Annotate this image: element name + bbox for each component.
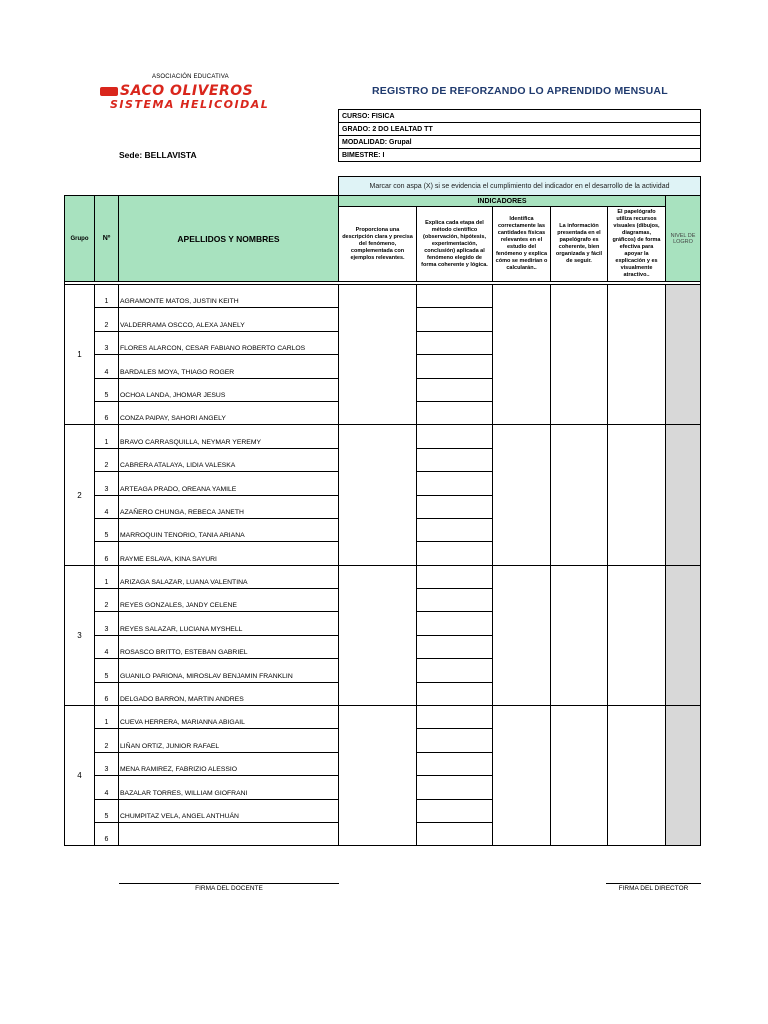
indicator-cell-4[interactable] [551, 612, 608, 635]
indicator-cell-5[interactable] [608, 822, 666, 845]
indicator-cell-1[interactable] [339, 752, 417, 775]
group-number: 4 [65, 706, 95, 846]
table-row [65, 565, 701, 588]
indicator-cell-4[interactable] [551, 799, 608, 822]
nivel-cell[interactable] [666, 542, 701, 565]
indicator-cell-2[interactable] [417, 589, 493, 612]
student-number: 1 [95, 285, 119, 308]
indicator-cell-4[interactable] [551, 752, 608, 775]
indicator-cell-4[interactable] [551, 308, 608, 331]
indicator-cell-4[interactable] [551, 448, 608, 471]
indicator-cell-5[interactable] [608, 378, 666, 401]
student-name: DELGADO BARRON, MARTIN ANDRES [119, 682, 339, 705]
indicator-cell-4[interactable] [551, 589, 608, 612]
student-name: OCHOA LANDA, JHOMAR JESUS [119, 378, 339, 401]
student-number: 1 [95, 425, 119, 448]
nivel-cell[interactable] [666, 331, 701, 354]
indicator-cell-5[interactable] [608, 752, 666, 775]
indicator-cell-4[interactable] [551, 635, 608, 658]
indicator-cell-4[interactable] [551, 518, 608, 541]
student-name: FLORES ALARCON, CESAR FABIANO ROBERTO CARLOS [119, 331, 339, 354]
student-name: CABRERA ATALAYA, LIDIA VALESKA [119, 448, 339, 471]
table-row [65, 635, 701, 658]
indicator-cell-5[interactable] [608, 706, 666, 729]
grade-field: GRADO: 2 DO LEALTAD TT [339, 123, 701, 136]
indicator-cell-3[interactable] [493, 355, 551, 378]
student-name: MENA RAMIREZ, FABRIZIO ALESSIO [119, 752, 339, 775]
indicator-cell-5[interactable] [608, 401, 666, 424]
indicator-cell-5[interactable] [608, 776, 666, 799]
indicator-cell-1[interactable] [339, 776, 417, 799]
indicator-cell-2[interactable] [417, 752, 493, 775]
indicator-cell-3[interactable] [493, 308, 551, 331]
student-number: 6 [95, 822, 119, 845]
indicator-cell-5[interactable] [608, 612, 666, 635]
student-number: 1 [95, 706, 119, 729]
indicator-4: La información presentada en el papelógrafo es coherente, bien organizada y fácil de seguir. [551, 207, 608, 282]
indicator-cell-3[interactable] [493, 822, 551, 845]
header-grupo: Grupo [65, 196, 95, 282]
indicator-cell-1[interactable] [339, 612, 417, 635]
table-row [65, 706, 701, 729]
student-name: ROSASCO BRITTO, ESTEBAN GABRIEL [119, 635, 339, 658]
header-nivel: NIVEL DE LOGRO [666, 196, 701, 282]
indicator-cell-3[interactable] [493, 799, 551, 822]
indicator-cell-4[interactable] [551, 378, 608, 401]
table-row [65, 542, 701, 565]
indicator-cell-3[interactable] [493, 378, 551, 401]
student-number: 5 [95, 378, 119, 401]
indicator-cell-5[interactable] [608, 589, 666, 612]
table-row [65, 378, 701, 401]
nivel-cell[interactable] [666, 425, 701, 448]
indicator-cell-1[interactable] [339, 589, 417, 612]
indicator-cell-2[interactable] [417, 285, 493, 308]
student-number: 1 [95, 565, 119, 588]
instruction-banner: Marcar con aspa (X) si se evidencia el cumplimiento del indicador en el desarrollo de la actividad [338, 176, 701, 196]
table-row [65, 355, 701, 378]
indicator-cell-4[interactable] [551, 285, 608, 308]
indicator-cell-2[interactable] [417, 729, 493, 752]
table-row [65, 682, 701, 705]
student-name: ARIZAGA SALAZAR, LUANA VALENTINA [119, 565, 339, 588]
indicator-cell-2[interactable] [417, 378, 493, 401]
indicator-cell-1[interactable] [339, 799, 417, 822]
indicator-cell-4[interactable] [551, 401, 608, 424]
table-row [65, 799, 701, 822]
table-row [65, 285, 701, 308]
indicator-cell-3[interactable] [493, 752, 551, 775]
indicator-cell-4[interactable] [551, 331, 608, 354]
indicator-1: Proporciona una descripción clara y precisa del fenómeno, complementada con ejemplos relevantes. [339, 207, 417, 282]
course-field: CURSO: FISICA [339, 110, 701, 123]
indicator-cell-1[interactable] [339, 565, 417, 588]
indicator-cell-2[interactable] [417, 425, 493, 448]
student-name: MARROQUIN TENORIO, TANIA ARIANA [119, 518, 339, 541]
indicator-cell-4[interactable] [551, 706, 608, 729]
nivel-cell[interactable] [666, 378, 701, 401]
indicator-cell-5[interactable] [608, 659, 666, 682]
indicator-cell-2[interactable] [417, 612, 493, 635]
indicator-cell-3[interactable] [493, 612, 551, 635]
indicator-cell-2[interactable] [417, 706, 493, 729]
nivel-cell[interactable] [666, 659, 701, 682]
nivel-cell[interactable] [666, 729, 701, 752]
nivel-cell[interactable] [666, 822, 701, 845]
indicator-cell-4[interactable] [551, 776, 608, 799]
student-number: 2 [95, 448, 119, 471]
indicator-cell-2[interactable] [417, 635, 493, 658]
student-number: 2 [95, 308, 119, 331]
student-name: REYES GONZALES, JANDY CELENE [119, 589, 339, 612]
nivel-cell[interactable] [666, 285, 701, 308]
table-row [65, 448, 701, 471]
nivel-cell[interactable] [666, 706, 701, 729]
indicator-cell-4[interactable] [551, 495, 608, 518]
nivel-cell[interactable] [666, 472, 701, 495]
indicator-cell-1[interactable] [339, 635, 417, 658]
indicator-cell-4[interactable] [551, 472, 608, 495]
indicator-cell-3[interactable] [493, 589, 551, 612]
table-row [65, 425, 701, 448]
header-names: APELLIDOS Y NOMBRES [119, 196, 339, 282]
indicator-cell-5[interactable] [608, 448, 666, 471]
student-number: 6 [95, 401, 119, 424]
student-number: 5 [95, 799, 119, 822]
indicator-cell-4[interactable] [551, 542, 608, 565]
indicator-cell-1[interactable] [339, 308, 417, 331]
nivel-cell[interactable] [666, 682, 701, 705]
indicator-cell-3[interactable] [493, 285, 551, 308]
assessment-table [64, 195, 701, 846]
indicator-cell-4[interactable] [551, 682, 608, 705]
indicator-cell-3[interactable] [493, 448, 551, 471]
indicator-cell-3[interactable] [493, 776, 551, 799]
indicator-cell-2[interactable] [417, 472, 493, 495]
indicator-cell-1[interactable] [339, 425, 417, 448]
header-indicators: INDICADORES [339, 196, 666, 207]
indicator-cell-3[interactable] [493, 542, 551, 565]
student-name [119, 822, 339, 845]
modality-field: MODALIDAD: Grupal [339, 136, 701, 149]
indicator-cell-1[interactable] [339, 355, 417, 378]
student-name: ARTEAGA PRADO, OREANA YAMILE [119, 472, 339, 495]
indicator-cell-1[interactable] [339, 682, 417, 705]
table-row [65, 472, 701, 495]
indicator-cell-4[interactable] [551, 729, 608, 752]
student-name: GUANILO PARIONA, MIROSLAV BENJAMIN FRANKLIN [119, 659, 339, 682]
header-number: Nº [95, 196, 119, 282]
student-name: BARDALES MOYA, THIAGO ROGER [119, 355, 339, 378]
indicator-cell-5[interactable] [608, 635, 666, 658]
indicator-cell-2[interactable] [417, 565, 493, 588]
student-name: CONZA PAIPAY, SAHORI ANGELY [119, 401, 339, 424]
student-name: BRAVO CARRASQUILLA, NEYMAR YEREMY [119, 425, 339, 448]
nivel-cell[interactable] [666, 401, 701, 424]
indicator-cell-2[interactable] [417, 355, 493, 378]
indicator-cell-3[interactable] [493, 729, 551, 752]
student-number: 5 [95, 659, 119, 682]
nivel-cell[interactable] [666, 355, 701, 378]
indicator-cell-1[interactable] [339, 285, 417, 308]
indicator-cell-5[interactable] [608, 285, 666, 308]
student-number: 3 [95, 612, 119, 635]
student-number: 4 [95, 495, 119, 518]
student-number: 3 [95, 331, 119, 354]
teacher-signature: FIRMA DEL DOCENTE [119, 883, 339, 892]
course-info-table [338, 109, 701, 162]
indicator-cell-5[interactable] [608, 518, 666, 541]
indicator-cell-3[interactable] [493, 706, 551, 729]
indicator-cell-2[interactable] [417, 401, 493, 424]
group-number: 3 [65, 565, 95, 705]
nivel-cell[interactable] [666, 589, 701, 612]
table-row [65, 752, 701, 775]
student-number: 4 [95, 355, 119, 378]
table-row [65, 495, 701, 518]
indicator-2: Explica cada etapa del método científico (observación, hipótesis, experimentación, conclusión) aplicada al fenómeno elegido de forma coherente y lógica. [417, 207, 493, 282]
indicator-cell-2[interactable] [417, 659, 493, 682]
page-title: REGISTRO DE REFORZANDO LO APRENDIDO MENSUAL [372, 85, 668, 97]
indicator-cell-2[interactable] [417, 682, 493, 705]
association-label: ASOCIACIÓN EDUCATIVA [152, 74, 229, 80]
group-number: 2 [65, 425, 95, 565]
indicator-cell-3[interactable] [493, 331, 551, 354]
indicator-cell-3[interactable] [493, 565, 551, 588]
indicator-cell-2[interactable] [417, 308, 493, 331]
indicator-cell-2[interactable] [417, 776, 493, 799]
indicator-cell-5[interactable] [608, 542, 666, 565]
brand-name [100, 83, 253, 99]
indicator-cell-3[interactable] [493, 659, 551, 682]
indicator-cell-5[interactable] [608, 799, 666, 822]
indicator-cell-5[interactable] [608, 425, 666, 448]
student-name: BAZALAR TORRES, WILLIAM GIOFRANI [119, 776, 339, 799]
nivel-cell[interactable] [666, 799, 701, 822]
student-number: 5 [95, 518, 119, 541]
brand-subtitle: SISTEMA HELICOIDAL [110, 98, 270, 111]
student-number: 4 [95, 776, 119, 799]
indicator-cell-2[interactable] [417, 495, 493, 518]
indicator-cell-1[interactable] [339, 448, 417, 471]
indicator-cell-5[interactable] [608, 495, 666, 518]
indicator-cell-3[interactable] [493, 472, 551, 495]
indicator-cell-2[interactable] [417, 518, 493, 541]
indicator-cell-1[interactable] [339, 542, 417, 565]
student-number: 2 [95, 729, 119, 752]
nivel-cell[interactable] [666, 495, 701, 518]
table-row [65, 401, 701, 424]
indicator-cell-4[interactable] [551, 425, 608, 448]
nivel-cell[interactable] [666, 752, 701, 775]
table-row [65, 612, 701, 635]
nivel-cell[interactable] [666, 308, 701, 331]
indicator-cell-3[interactable] [493, 635, 551, 658]
indicator-cell-5[interactable] [608, 472, 666, 495]
table-row [65, 729, 701, 752]
indicator-cell-1[interactable] [339, 729, 417, 752]
indicator-cell-2[interactable] [417, 448, 493, 471]
indicator-cell-4[interactable] [551, 822, 608, 845]
indicator-cell-5[interactable] [608, 308, 666, 331]
indicator-5: El papelógrafo utiliza recursos visuales (dibujos, diagramas, gráficos) de forma efectiva para apoyar la explicación y es visualmente atractivo.. [608, 207, 666, 282]
student-number: 4 [95, 635, 119, 658]
table-row [65, 331, 701, 354]
term-field: BIMESTRE: I [339, 149, 701, 162]
nivel-cell[interactable] [666, 565, 701, 588]
student-number: 6 [95, 542, 119, 565]
student-name: LIÑAN ORTIZ, JUNIOR RAFAEL [119, 729, 339, 752]
nivel-cell[interactable] [666, 776, 701, 799]
nivel-cell[interactable] [666, 518, 701, 541]
indicator-cell-5[interactable] [608, 331, 666, 354]
student-name: VALDERRAMA OSCCO, ALEXA JANELY [119, 308, 339, 331]
indicator-cell-2[interactable] [417, 822, 493, 845]
indicator-cell-4[interactable] [551, 355, 608, 378]
table-row [65, 589, 701, 612]
table-row [65, 776, 701, 799]
indicator-cell-1[interactable] [339, 472, 417, 495]
group-number: 1 [65, 285, 95, 425]
indicator-cell-1[interactable] [339, 378, 417, 401]
table-row [65, 822, 701, 845]
indicator-cell-2[interactable] [417, 799, 493, 822]
indicator-cell-5[interactable] [608, 729, 666, 752]
indicator-cell-3[interactable] [493, 425, 551, 448]
logo-badge-icon [100, 87, 118, 96]
table-row [65, 518, 701, 541]
indicator-cell-5[interactable] [608, 355, 666, 378]
brand-line1: SACO OLIVEROS [120, 83, 254, 99]
student-number: 3 [95, 472, 119, 495]
student-name: CHUMPITAZ VELA, ANGEL ANTHUÁN [119, 799, 339, 822]
indicator-cell-1[interactable] [339, 822, 417, 845]
indicator-cell-2[interactable] [417, 331, 493, 354]
student-name: CUEVA HERRERA, MARIANNA ABIGAIL [119, 706, 339, 729]
indicator-cell-2[interactable] [417, 542, 493, 565]
indicator-cell-5[interactable] [608, 565, 666, 588]
indicator-3: Identifica correctamente las cantidades físicas relevantes en el estudio del fenómeno y explica cómo se medirían o calcularán.. [493, 207, 551, 282]
student-name: RAYME ESLAVA, KINA SAYURI [119, 542, 339, 565]
indicator-cell-1[interactable] [339, 495, 417, 518]
indicator-cell-3[interactable] [493, 518, 551, 541]
student-name: REYES SALAZAR, LUCIANA MYSHELL [119, 612, 339, 635]
student-name: AZAÑERO CHUNGA, REBECA JANETH [119, 495, 339, 518]
indicator-cell-5[interactable] [608, 682, 666, 705]
nivel-cell[interactable] [666, 448, 701, 471]
indicator-cell-4[interactable] [551, 565, 608, 588]
director-signature: FIRMA DEL DIRECTOR [606, 883, 701, 892]
table-row [65, 308, 701, 331]
student-number: 6 [95, 682, 119, 705]
nivel-cell[interactable] [666, 635, 701, 658]
indicator-cell-1[interactable] [339, 706, 417, 729]
indicator-cell-3[interactable] [493, 495, 551, 518]
indicator-cell-1[interactable] [339, 401, 417, 424]
indicator-cell-1[interactable] [339, 659, 417, 682]
student-number: 2 [95, 589, 119, 612]
student-number: 3 [95, 752, 119, 775]
nivel-cell[interactable] [666, 612, 701, 635]
indicator-cell-3[interactable] [493, 401, 551, 424]
indicator-cell-3[interactable] [493, 682, 551, 705]
indicator-cell-4[interactable] [551, 659, 608, 682]
indicator-cell-1[interactable] [339, 518, 417, 541]
student-name: AGRAMONTE MATOS, JUSTIN KEITH [119, 285, 339, 308]
table-row [65, 659, 701, 682]
campus-label: Sede: BELLAVISTA [119, 150, 197, 160]
indicator-cell-1[interactable] [339, 331, 417, 354]
